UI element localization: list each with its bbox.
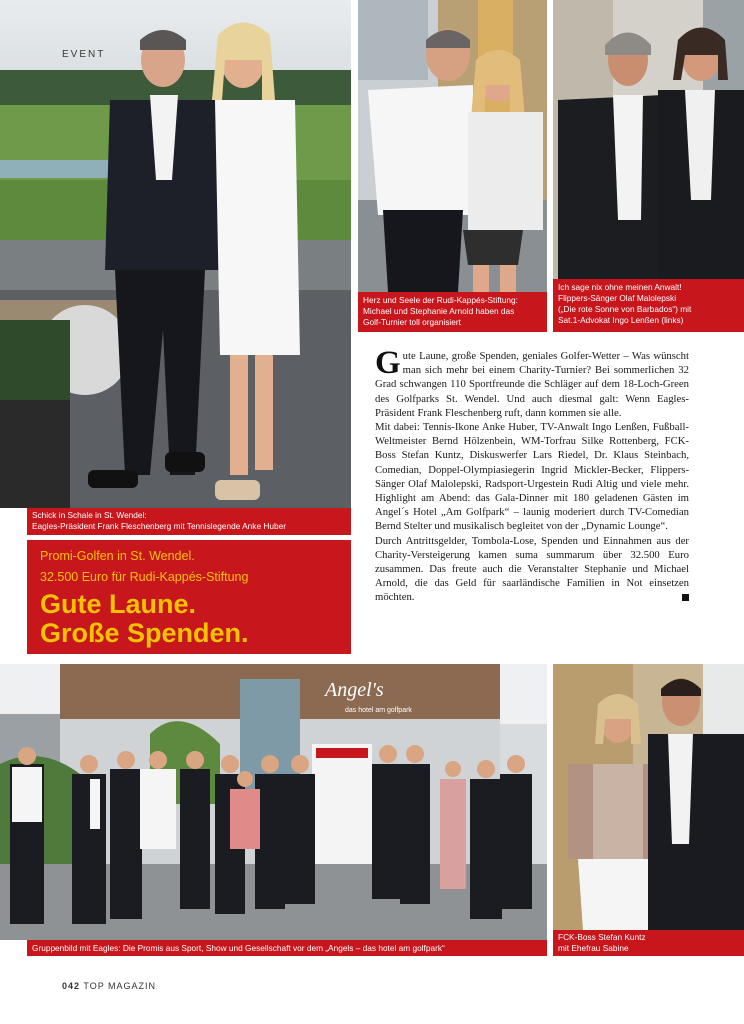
arnold-photo: [358, 0, 547, 292]
caption-line: Flippers-Sänger Olaf Malolepski: [558, 293, 677, 303]
caption-line: („Die rote Sonne von Barbados“) mit: [558, 304, 692, 314]
headline-box: [27, 540, 351, 654]
kuntz-photo-caption: [553, 930, 744, 956]
kuntz-photo: [553, 664, 744, 930]
hotel-sign-tagline: das hotel am golfpark: [345, 707, 412, 714]
group-photo: [0, 664, 547, 940]
caption-line: FCK-Boss Stefan Kuntz: [558, 932, 646, 942]
headline-subline-1: Promi-Golfen in St. Wendel.: [40, 549, 195, 563]
caption-line: Herz und Seele der Rudi-Kappés-Stiftung:: [363, 295, 518, 305]
article-paragraph-2: Mit dabei: Tennis-Ikone Anke Huber, TV-Anwalt Ingo Lenßen, Fußball-Weltmeister Bernd Hölzenbein, WM-Torfrau Silke Rottenberg, FCK-Boss Stefan Kuntz, Diskuswerfer Lars Riedel, Dr. Klaus Steinbach, Comedian, Doppel-Olympiasiegerin Ingrid Mickler-Becker, Flippers-Sänger Olaf Malolepski, Radsport-Urgestein Rudi Altig und viele mehr. Highlight am Abend: das Gala-Dinner mit 180 geladenen Gästen im Angel´s Hotel „Am Golfpark“ – launig moderiert durch TV-Comedian Bernd Stelter und musikalisch begleitet von der „Dynamic Lounge“.: [375, 421, 689, 533]
main-photo-caption: [27, 508, 351, 535]
caption-line: Schick in Schale in St. Wendel:: [32, 510, 147, 520]
article-body: [375, 345, 689, 605]
caption-line: Eagles-Präsident Frank Fleschenberg mit Tennislegende Anke Huber: [32, 521, 286, 531]
arnold-photo-caption: [358, 292, 547, 332]
article-paragraph-1: [375, 345, 689, 420]
section-label: EVENT: [62, 49, 106, 60]
article-text: Durch Antrittsgelder, Tombola-Lose, Spenden und Einnahmen aus der Charity-Versteigerung kamen suma summarum über 32.500 Euro zusammen. Das freute auch die Veranstalter Stephanie und Michael Arnold, die das Geld für saarländische Familien in Not einsetzen möchten.: [375, 534, 689, 604]
caption-line: Gruppenbild mit Eagles: Die Promis aus Sport, Show und Gesellschaft vor dem „Angels – das hotel am golfpark“: [32, 943, 445, 953]
headline-subline-2: 32.500 Euro für Rudi-Kappés-Stiftung: [40, 570, 249, 584]
main-photo: [0, 0, 351, 508]
caption-line: Golf-Turnier toll organisiert: [363, 317, 461, 327]
headline-title-1: Gute Laune.: [40, 589, 197, 619]
end-mark-icon: [682, 594, 689, 601]
caption-line: Ich sage nix ohne meinen Anwalt!: [558, 282, 682, 292]
caption-line: Michael und Stephanie Arnold haben das: [363, 306, 515, 316]
dropcap: G: [375, 345, 401, 381]
caption-line: mit Ehefrau Sabine: [558, 943, 629, 953]
hotel-sign-name: Angel's: [325, 679, 384, 701]
article-text: ute Laune, große Spenden, geniales Golfer-Wetter – Was wünscht man sich mehr bei einem Charity-Turnier? Bei sommerlichen 32 Grad schwangen 110 Sportfreunde die Schläger auf dem 18-Loch-Green des Golfparks St. Wendel. Und auch diesmal galt: Wenn Eagles-Präsident Frank Fleschenberg ruft, dann kommen sie alle.: [375, 350, 689, 419]
page-footer: [62, 981, 156, 991]
group-photo-caption: [27, 940, 547, 956]
headline-title-2: Große Spenden.: [40, 618, 249, 648]
magazine-name: TOP MAGAZIN: [83, 981, 157, 991]
malolepski-photo-caption: [553, 279, 744, 332]
article-paragraph-3: [375, 534, 689, 605]
malolepski-photo: [553, 0, 744, 279]
caption-line: Sat.1-Advokat Ingo Lenßen (links): [558, 315, 684, 325]
page-number: 042: [62, 981, 81, 991]
